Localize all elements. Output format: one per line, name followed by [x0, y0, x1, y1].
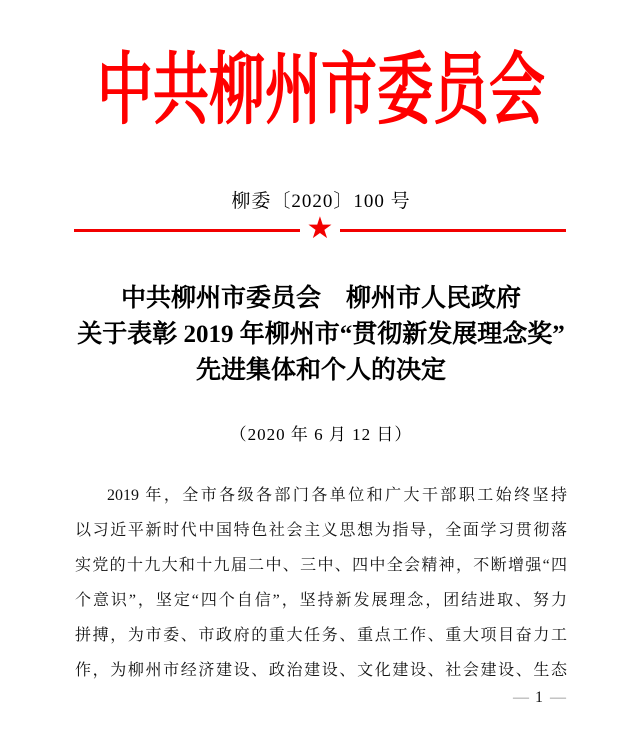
document-number: 柳委〔2020〕100 号 — [231, 191, 411, 212]
page-number — [513, 689, 565, 707]
page-number-dash-right: — — [550, 689, 565, 706]
letterhead-title: 中共柳州市委员会 — [97, 47, 545, 135]
body-line: 2019 年，全市各级各部门各单位和广大干部职工始终坚持 — [107, 487, 567, 504]
body-line: 个意识”，坚定“四个自信”，坚持新发展理念，团结进取、努力 — [75, 592, 567, 609]
red-rule-left — [74, 229, 300, 232]
body-line: 以习近平新时代中国特色社会主义思想为指导，全面学习贯彻落 — [75, 522, 567, 539]
document-title-line-3: 先进集体和个人的决定 — [195, 357, 446, 384]
body-line: 作，为柳州市经济建设、政治建设、文化建设、社会建设、生态 — [75, 662, 567, 679]
document-title — [0, 281, 642, 389]
page-number-value: 1 — [535, 689, 543, 706]
star-icon: ★ — [306, 211, 334, 246]
page-number-dash-left: — — [513, 689, 528, 706]
red-rule-right — [340, 229, 566, 232]
document-title-line-1: 中共柳州市委员会 柳州市人民政府 — [120, 285, 521, 312]
document-date: （2020 年 6 月 12 日） — [229, 425, 413, 444]
body-line: 拼搏，为市委、市政府的重大任务、重点工作、重大项目奋力工 — [75, 627, 567, 644]
body-line: 实党的十九大和十九届二中、三中、四中全会精神，不断增强“四 — [75, 557, 567, 574]
document-title-line-2: 关于表彰 2019 年柳州市“贯彻新发展理念奖” — [77, 321, 565, 348]
red-divider — [74, 211, 566, 246]
body-paragraph — [75, 478, 567, 688]
